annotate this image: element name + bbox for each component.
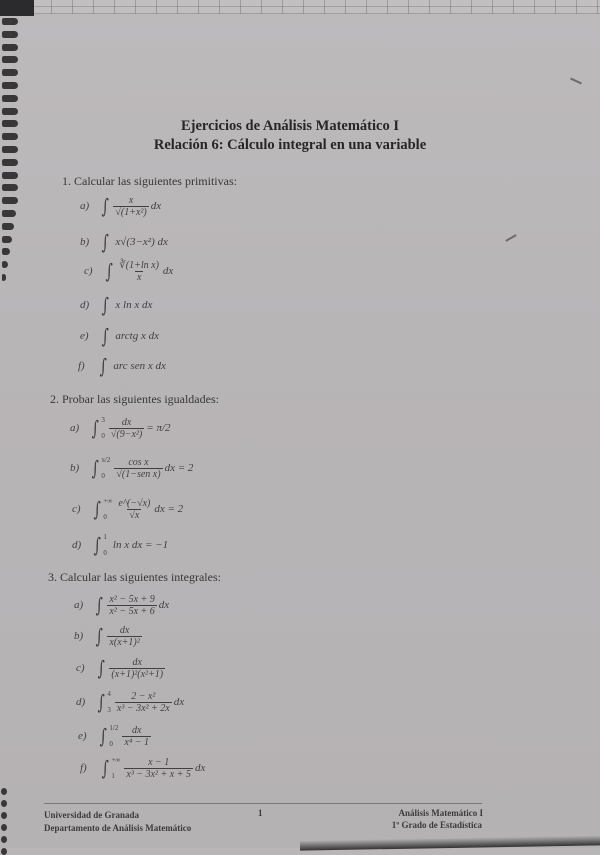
exercise-3a: a) ∫ $\frac{\text{x² − 5x + 9}}{\text{x² − 5x + 6}}$ dx [74, 593, 170, 617]
integral-sign: ∫ [97, 656, 105, 680]
integral-sign: ∫ [101, 194, 109, 218]
page-edge-shadow [300, 835, 600, 850]
pen-mark [570, 78, 582, 85]
integral-sign: ∫ [101, 756, 109, 780]
footer-university: Universidad de Granada [44, 810, 140, 820]
exercise-1f: f) ∫ arc sen x dx [78, 354, 166, 378]
page-number: 1 [258, 808, 263, 818]
integral-sign: ∫ [95, 593, 103, 617]
exercise-2d: d) ∫ 1 0 ln x dx = −1 [72, 533, 169, 557]
integral-sign: ∫ [101, 324, 109, 348]
integral-sign: ∫ [91, 416, 99, 440]
integral-sign: ∫ [105, 259, 113, 283]
exercise-3d: d) ∫ 4 3 $\frac{\text{2 − x²}}{\text{x³ − 3x² + 2x}}$ dx [76, 690, 185, 714]
integral-sign: ∫ [99, 724, 107, 748]
integral-sign: ∫ [101, 293, 109, 317]
fraction: $\frac{x}{\text{√(1+x²)}}$ [115, 194, 147, 218]
section-2-heading: 2. Probar las siguientes igualdades: [50, 392, 219, 406]
exercise-3b: b) ∫ $\frac{dx}{\text{x(x+1)²}}$ [74, 624, 140, 648]
exercise-1d: d) ∫ x ln x dx [80, 293, 153, 317]
section-3-heading: 3. Calcular las siguientes integrales: [48, 570, 221, 584]
integral-sign: ∫ [95, 624, 103, 648]
exercise-1a: a) ∫ $\frac{x}{\text{√(1+x²)}}$ dx [80, 194, 162, 218]
pen-mark [505, 234, 516, 242]
footer-rule [44, 803, 482, 804]
exercise-2b: b) ∫ π/2 0 $\frac{\text{cos x}}{\text{√(1−sen x)}}$ dx = 2 [70, 456, 194, 480]
graph-paper-strip [30, 0, 600, 14]
section-1-heading: 1. Calcular las siguientes primitivas: [62, 174, 237, 188]
item-label: a) [80, 200, 90, 212]
exercise-2c: c) ∫ +∞ 0 $\frac{e\^{}(-√x)}{√x}$ dx = 2 [72, 497, 184, 521]
document-title: Ejercicios de Análisis Matemático I [180, 118, 399, 134]
footer-degree: 1º Grado de Estadística [391, 820, 482, 830]
integral-sign: ∫ [97, 690, 105, 714]
exercise-2a: a) ∫ 3 0 $\frac{dx}{\text{√(9−x²)}}$ = π/2 [70, 416, 171, 440]
integral-sign: ∫ [99, 354, 107, 378]
exercise-1b: b) ∫ x√(3−x²) dx [80, 230, 168, 254]
integral-sign: ∫ [93, 497, 101, 521]
footer-department: Departamento de Análisis Matemático [44, 823, 192, 833]
exercise-3e: e) ∫ 1/2 0 $\frac{dx}{\text{x⁴ − 1}}$ [78, 724, 150, 748]
exercise-1c: c) ∫ $\frac{\text{∛(1+ln x)}}{x}$ dx [84, 259, 174, 283]
integral-sign: ∫ [101, 230, 109, 254]
document-subtitle: Relación 6: Cálculo integral en una variable [153, 137, 427, 153]
integral-sign: ∫ [93, 533, 101, 557]
footer-course: Análisis Matemático I [398, 808, 483, 818]
exercise-1e: e) ∫ arctg x dx [80, 324, 159, 348]
exercise-3c: c) ∫ $\frac{dx}{\text{(x+1)²(x²+1)}}$ [76, 656, 164, 680]
exercise-3f: f) ∫ +∞ 1 $\frac{x - 1}{\text{x³ − 3x² + x + 5}}$ dx [80, 756, 206, 780]
integral-sign: ∫ [91, 456, 99, 480]
dark-corner [0, 0, 34, 16]
